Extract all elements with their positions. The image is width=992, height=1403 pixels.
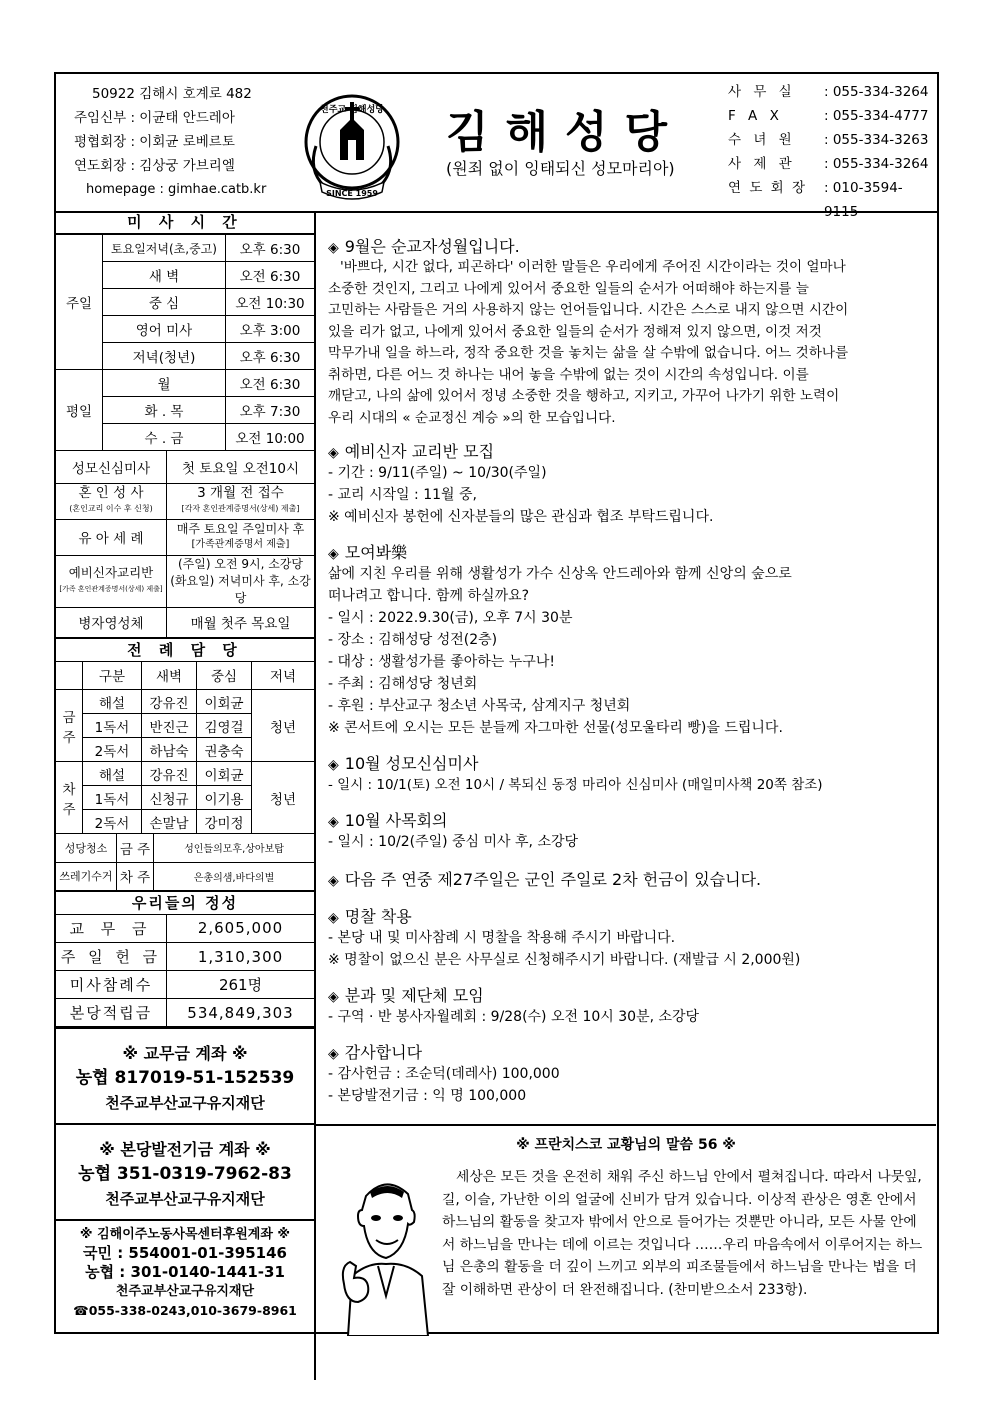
mass-time: 오후 3:00 xyxy=(226,316,315,343)
header xyxy=(56,74,937,220)
mass-time: 오전 6:30 xyxy=(226,262,315,289)
announcement-line: 삶에 지친 우리를 위해 생활성가 가수 신상옥 안드레아와 함께 신앙의 숲으로 xyxy=(328,566,792,582)
diamond-icon: ◈ xyxy=(328,989,339,1005)
person: 하남숙 xyxy=(142,738,197,762)
sacrament-name: 성모신심미사 xyxy=(56,451,167,483)
announcement xyxy=(328,1040,934,1107)
page-subtitle: (원죄 없이 잉태되신 성모마리아) xyxy=(446,159,675,178)
contact-row: 수 녀 원 : 055-334-3263 xyxy=(728,132,929,148)
announcement-line: '바쁘다, 시간 없다, 피곤하다' 이러한 말들은 우리에게 주어진 시간이라는 것이 얼마나 xyxy=(340,259,846,275)
announcement-title: 9월은 순교자성월입니다. xyxy=(344,237,520,256)
sacrament-note: (혼인교리 이수 후 신청) xyxy=(69,504,153,513)
bank-number: 농협 : 301-0140-1441-31 xyxy=(85,1263,285,1281)
person: 권충숙 xyxy=(197,738,252,762)
offering-value: 2,605,000 xyxy=(167,915,315,943)
logo-top-text: 천주교 김해성당 xyxy=(320,105,384,115)
announcements xyxy=(318,214,934,1107)
col-header: 중심 xyxy=(197,662,252,690)
person: 강유진 xyxy=(142,762,197,786)
sacrament-table xyxy=(56,451,314,638)
contact-list xyxy=(728,80,937,224)
person: 이회균 xyxy=(197,762,252,786)
announcement-line: 깨닫고, 나의 삶에 있어서 정녕 소중한 것을 행하고, 지키고, 가꾸어 나가기 위한 노력이 xyxy=(328,388,840,404)
sacrament-note: [가족 혼인관계증명서(상세) 제출] xyxy=(59,585,163,593)
mass-name: 영어 미사 xyxy=(103,316,226,343)
week-tag: 차 주 xyxy=(117,862,154,890)
announcement-line: - 감사헌금 : 조순덕(데레사) 100,000 xyxy=(328,1066,560,1082)
offering-name: 주 일 헌 금 xyxy=(56,943,167,971)
announcement xyxy=(328,234,934,429)
bank-title: ※ 본당발전기금 계좌 ※ xyxy=(99,1140,271,1159)
sacrament-name: 혼 인 성 사 xyxy=(78,485,144,501)
sacrament-value: (화요일) 저녁미사 후, 소강당 xyxy=(170,573,311,605)
priest: 주임신부 : 이균태 안드레아 xyxy=(74,110,235,126)
blank-cell xyxy=(56,662,83,690)
pope-quote-title: ※ 프란치스코 교황님의 말씀 56 ※ xyxy=(516,1137,736,1153)
mass-title: 미 사 시 간 xyxy=(56,211,314,234)
sacrament-name: 병자영성체 xyxy=(56,607,167,637)
sacrament-value: 첫 토요일 오전10시 xyxy=(167,451,315,483)
offering-value: 261명 xyxy=(167,971,315,999)
announcement-line: - 주최 : 김해성당 청년회 xyxy=(328,676,478,692)
offering-name: 본당적립금 xyxy=(56,999,167,1027)
bank-account-2 xyxy=(56,1123,314,1219)
cleaning-label: 성당청소 xyxy=(56,834,117,862)
announcement-line: ※ 명찰이 없으신 분은 사무실로 신청해주시기 바랍니다. (재발급 시 2,000원) xyxy=(328,952,801,968)
diamond-icon: ◈ xyxy=(328,1046,339,1062)
contact-row: F A X : 055-334-4777 xyxy=(728,108,929,124)
left-column xyxy=(56,211,316,1332)
person: 강유진 xyxy=(142,690,197,714)
address: 50922 김해시 호계로 482 xyxy=(92,86,252,102)
sunday-label: 주일 xyxy=(56,235,103,370)
diamond-icon: ◈ xyxy=(328,445,339,461)
offering-table xyxy=(56,915,314,1028)
announcement-line: - 장소 : 김해성당 성전(2층) xyxy=(328,632,498,648)
mass-name: 월 xyxy=(103,370,226,397)
announcement-title: 감사합니다 xyxy=(344,1043,423,1062)
pope-quote-text: 세상은 모든 것을 온전히 채워 주신 하느님 안에서 펼쳐집니다. 따라서 나뭇잎, 길, 이슬, 가난한 이의 얼굴에 신비가 담겨 있습니다. 이상적 관상은 영혼 안에서 하느님의 활동을 찾고자 밖에서 안으로 들어가는 것뿐만 아니라, 모든 사물 안에서 하느님을 만나는 데에 이르는 것입니다 ……우리 마음속에서 이루어지는 하느님 은총의 활동을 더 깊이 느끼고 외부의 피조물들에서 하느님을 만나는 법을 더 잘 이해하면 관상이 더 완전해집니다. (찬미받으소서 233항). xyxy=(442,1169,923,1298)
contact-row: 사 무 실 : 055-334-3264 xyxy=(728,84,929,100)
announcement-title: 예비신자 교리반 모집 xyxy=(344,442,495,461)
announcement-line: - 일시 : 2022.9.30(금), 오후 7시 30분 xyxy=(328,610,573,626)
announcement xyxy=(328,808,934,853)
sacrament-value: 매주 토요일 주일미사 후 xyxy=(176,522,305,536)
announcement-title: 10월 사목회의 xyxy=(344,811,448,830)
col-header: 새벽 xyxy=(142,662,197,690)
announcement-line: - 기간 : 9/11(주일) ~ 10/30(주일) xyxy=(328,465,547,481)
evening-group: 청년 xyxy=(252,762,315,834)
person: 반진근 xyxy=(142,714,197,738)
bank-number: 국민 : 554001-01-395146 xyxy=(83,1244,287,1262)
pope-thumbs-up-icon xyxy=(338,1166,434,1336)
bank-number: 농협 817019-51-152539 xyxy=(75,1068,295,1088)
mass-name: 중 심 xyxy=(103,289,226,316)
announcement-line: - 본당발전기금 : 익 명 100,000 xyxy=(328,1088,527,1104)
week-label: 차주 xyxy=(56,762,83,834)
mass-time: 오전 10:30 xyxy=(226,289,315,316)
diamond-icon: ◈ xyxy=(328,814,339,830)
cleaning-table xyxy=(56,834,314,891)
announcement-title: 모여봐樂 xyxy=(344,543,408,562)
person: 손말남 xyxy=(142,810,197,834)
announcement-line: - 교리 시작일 : 11월 중, xyxy=(328,487,477,503)
announcement-line: - 일시 : 10/2(주일) 중심 미사 후, 소강당 xyxy=(328,834,579,850)
sacrament-note: [각자 혼인관계증명서(상세) 제출] xyxy=(181,504,300,513)
offering-value: 1,310,300 xyxy=(167,943,315,971)
person: 김영걸 xyxy=(197,714,252,738)
evening-group: 청년 xyxy=(252,690,315,762)
bank-title: ※ 김해이주노동사목센터후원계좌 ※ xyxy=(79,1227,291,1242)
week-tag: 금 주 xyxy=(117,834,154,862)
announcement-line: 우리 시대의 « 순교정신 계승 »의 한 모습입니다. xyxy=(328,409,616,426)
role: 해설 xyxy=(83,762,142,786)
announcement-title: 명찰 착용 xyxy=(344,907,412,926)
announcement-line: - 대상 : 생활성가를 좋아하는 누구나! xyxy=(328,654,555,670)
announcement xyxy=(328,904,934,971)
offering-title: 우리들의 정성 xyxy=(56,891,314,915)
role: 2독서 xyxy=(83,738,142,762)
header-info xyxy=(74,82,266,202)
diamond-icon: ◈ xyxy=(328,240,339,256)
liturgy-table xyxy=(56,662,314,835)
mass-table xyxy=(56,234,314,451)
role: 2독서 xyxy=(83,810,142,834)
logo-since-text: SINCE 1959 xyxy=(326,189,378,198)
sacrament-note: [가족관계증명서 제출] xyxy=(191,539,290,550)
bank-org: 천주교부산교구유지재단 xyxy=(105,1190,265,1208)
announcement-line: 떠나려고 합니다. 함께 하실까요? xyxy=(328,588,530,604)
announcement-line: - 일시 : 10/1(토) 오전 10시 / 복되신 동정 마리아 신심미사 (매일미사책 20쪽 참조) xyxy=(328,777,823,793)
mass-name: 저녁(청년) xyxy=(103,343,226,370)
church-logo-icon xyxy=(294,90,410,206)
diamond-icon: ◈ xyxy=(328,757,339,773)
announcement xyxy=(328,867,934,890)
bank-account-1 xyxy=(56,1027,314,1123)
contact-row: 사 제 관 : 055-334-3264 xyxy=(728,156,929,172)
announcement-line: 소중한 것인지, 그리고 나에게 있어서 중요한 일들의 순서가 어떠해야 하는지를 늘 xyxy=(328,280,809,297)
bank-phone: ☎055-338-0243,010-3679-8961 xyxy=(73,1303,297,1318)
bank-org: 천주교부산교구유지재단 xyxy=(115,1284,255,1299)
announcement-line: - 본당 내 및 미사참례 시 명찰을 착용해 주시기 바랍니다. xyxy=(328,930,676,946)
offering-value: 534,849,303 xyxy=(167,999,315,1027)
trash-label: 쓰레기수거 xyxy=(56,862,117,890)
announcement xyxy=(328,751,934,796)
announcement xyxy=(328,983,934,1028)
page-title: 김해성당 xyxy=(446,107,685,158)
diamond-icon: ◈ xyxy=(328,873,339,889)
bank-account-3 xyxy=(56,1219,314,1320)
diamond-icon: ◈ xyxy=(328,546,339,562)
offering-name: 미사참례수 xyxy=(56,971,167,999)
mass-time: 오전 10:00 xyxy=(226,424,315,451)
role: 1독서 xyxy=(83,714,142,738)
announcement-line: 취하면, 다른 어느 것 하나는 내어 놓을 수밖에 없는 것이 시간의 속성입니다. 이를 xyxy=(328,366,809,383)
liturgy-title: 전 례 담 당 xyxy=(56,638,314,662)
bank-title: ※ 교무금 계좌 ※ xyxy=(122,1044,248,1063)
announcement-line: ※ 콘서트에 오시는 모든 분들께 자그마한 선물(성모울타리 빵)을 드립니다. xyxy=(328,720,783,736)
announcement-line: - 구역 · 반 봉사자월례회 : 9/28(수) 오전 10시 30분, 소강당 xyxy=(328,1009,700,1025)
mass-time: 오전 6:30 xyxy=(226,370,315,397)
mass-name: 토요일저녁(초,중고) xyxy=(103,235,226,262)
pope-quote-box xyxy=(314,1124,936,1380)
mass-time: 오후 6:30 xyxy=(226,343,315,370)
homepage: homepage : gimhae.catb.kr xyxy=(86,182,267,197)
week-label: 금주 xyxy=(56,690,83,762)
offering-name: 교 무 금 xyxy=(56,915,167,943)
bulletin-frame xyxy=(54,72,939,1334)
bank-number: 농협 351-0319-7962-83 xyxy=(78,1164,292,1184)
mass-time: 오후 7:30 xyxy=(226,397,315,424)
diamond-icon: ◈ xyxy=(328,910,339,926)
cleaning-groups: 은총의샘,바다의별 xyxy=(154,862,315,890)
announcement-line: ※ 예비신자 봉헌에 신자분들의 많은 관심과 협조 부탁드립니다. xyxy=(328,509,714,525)
mass-name: 수 . 금 xyxy=(103,424,226,451)
col-header: 저녁 xyxy=(252,662,315,690)
yeondo-president: 연도회장 : 김상궁 가브리엘 xyxy=(74,158,235,174)
sacrament-name: 유 아 세 례 xyxy=(56,519,167,555)
col-header: 구분 xyxy=(83,662,142,690)
sacrament-value: 3 개월 전 접수 xyxy=(197,485,284,501)
announcement-title: 다음 주 연중 제27주일은 군인 주일로 2차 헌금이 있습니다. xyxy=(344,870,762,889)
bank-org: 천주교부산교구유지재단 xyxy=(105,1094,265,1112)
announcement-line: 고민하는 사람들은 거의 사용하지 않는 언어들입니다. 시간은 스스로 내지 않으면 시간이 xyxy=(328,302,849,318)
weekday-label: 평일 xyxy=(56,370,103,451)
announcement-line: 막무가내 일을 하느라, 정작 중요한 것을 놓치는 삶을 살 수밖에 없습니다. 어느 것하나를 xyxy=(328,345,849,361)
council-president: 평협회장 : 이회균 로베르토 xyxy=(74,134,235,150)
announcement-line: - 후원 : 부산교구 청소년 사목국, 삼계지구 청년회 xyxy=(328,698,631,714)
announcement-title: 분과 및 제단체 모임 xyxy=(344,986,484,1005)
announcement xyxy=(328,439,934,528)
person: 신청규 xyxy=(142,786,197,810)
announcement xyxy=(328,540,934,739)
sacrament-name: 예비신자교리반 xyxy=(68,565,154,580)
role: 1독서 xyxy=(83,786,142,810)
person: 강미정 xyxy=(197,810,252,834)
announcement-title: 10월 성모신심미사 xyxy=(344,754,479,773)
contact-row: 연 도 회 장 : 010-3594-9115 xyxy=(728,180,903,220)
sacrament-value: (주일) 오전 9시, 소강당 xyxy=(178,556,303,571)
cleaning-groups: 성인들의모후,상아보탑 xyxy=(154,834,315,862)
sacrament-value: 매월 첫주 목요일 xyxy=(167,607,315,637)
person: 이기용 xyxy=(197,786,252,810)
mass-name: 새 벽 xyxy=(103,262,226,289)
mass-name: 화 . 목 xyxy=(103,397,226,424)
person: 이회균 xyxy=(197,690,252,714)
mass-time: 오후 6:30 xyxy=(226,235,315,262)
role: 해설 xyxy=(83,690,142,714)
announcement-line: 있을 리가 없고, 나에게 있어서 중요한 일들의 순서가 정해져 있지 않으면, 이것 저것 xyxy=(328,323,822,340)
